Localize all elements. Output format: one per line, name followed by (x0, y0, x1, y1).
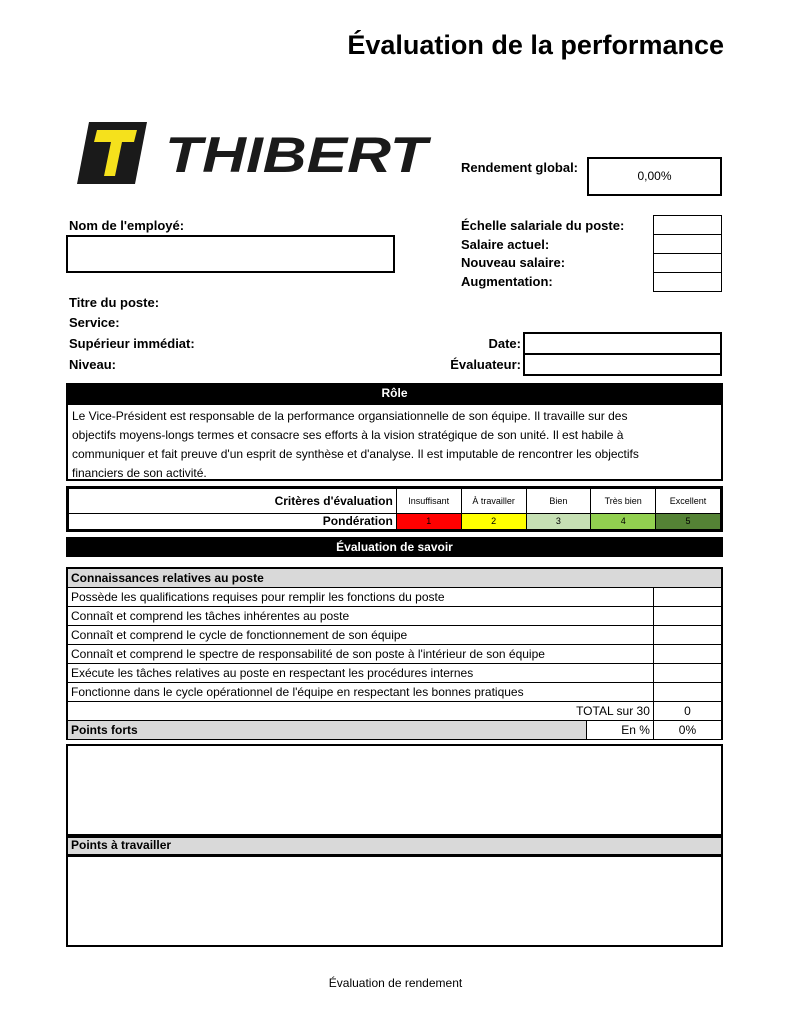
date-field[interactable] (523, 332, 722, 355)
total-label: TOTAL sur 30 (67, 702, 653, 721)
role-heading: Rôle (66, 383, 723, 403)
percent-label: En % (587, 721, 654, 740)
knowledge-item: Exécute les tâches relatives au poste en respectant les procédures internes (67, 664, 653, 683)
weight-cell: 3 (526, 513, 591, 529)
score-cell[interactable] (653, 645, 722, 664)
weight-cell: 5 (656, 513, 721, 529)
augmentation-field[interactable] (653, 272, 722, 292)
role-line: communiquer et fait preuve d'un esprit de synthèse et d'analyse. Il est imputable de rencontrer les objectifs (72, 447, 639, 461)
echelle-field[interactable] (653, 215, 722, 235)
augmentation-label: Augmentation: (461, 274, 553, 289)
table-row (67, 588, 722, 607)
knowledge-item: Connaît et comprend le spectre de responsabilité de son poste à l'intérieur de son équipe (67, 645, 653, 664)
knowledge-item: Connaît et comprend les tâches inhérentes au poste (67, 607, 653, 626)
criteria-level-name: Excellent (656, 489, 721, 514)
criteria-label: Critères d'évaluation (69, 489, 397, 514)
improve-textarea[interactable] (66, 855, 723, 947)
table-row (67, 626, 722, 645)
nouveau-salaire-label: Nouveau salaire: (461, 255, 566, 270)
score-cell[interactable] (653, 683, 722, 702)
criteria-level-name: Bien (526, 489, 591, 514)
rendement-label: Rendement global: (461, 160, 579, 175)
knowledge-item: Connaît et comprend le cycle de fonctionnement de son équipe (67, 626, 653, 645)
percent-value: 0% (653, 721, 722, 740)
page-footer: Évaluation de rendement (328, 976, 463, 990)
savoir-heading: Évaluation de savoir (66, 537, 723, 557)
score-cell[interactable] (653, 607, 722, 626)
date-label: Date: (488, 336, 521, 351)
knowledge-item: Fonctionne dans le cycle opérationnel de l'équipe en respectant les bonnes pratiques (67, 683, 653, 702)
company-logo (77, 120, 437, 186)
knowledge-section (66, 567, 723, 740)
weight-cell: 2 (461, 513, 526, 529)
titre-label: Titre du poste: (69, 295, 160, 310)
table-row (67, 683, 722, 702)
role-line: financiers de son activité. (72, 466, 207, 480)
criteria-table-wrapper (66, 486, 723, 532)
knowledge-item: Possède les qualifications requises pour remplir les fonctions du poste (67, 588, 653, 607)
role-description (66, 403, 723, 481)
knowledge-section-title: Connaissances relatives au poste (67, 568, 722, 588)
role-line: objectifs moyens-longs termes et consacre ses efforts à la vision stratégique de son unité. Il est habile à (72, 428, 624, 442)
nom-label: Nom de l'employé: (69, 218, 185, 233)
nouveau-salaire-field[interactable] (653, 253, 722, 273)
score-cell[interactable] (653, 626, 722, 645)
improve-label: Points à travailler (66, 836, 723, 855)
thibert-logo-icon (77, 120, 437, 186)
service-label: Service: (69, 315, 120, 330)
weight-cell: 1 (396, 513, 461, 529)
niveau-label: Niveau: (69, 357, 116, 372)
criteria-level-name: Très bien (591, 489, 656, 514)
criteria-level-name: Insuffisant (396, 489, 461, 514)
criteria-table (68, 488, 721, 530)
knowledge-table (66, 567, 723, 740)
rendement-value: 0,00% (587, 157, 722, 196)
role-line: Le Vice-Président est responsable de la performance organsiationnelle de son équipe. Il travaille sur des (72, 409, 628, 423)
table-row (67, 607, 722, 626)
strengths-textarea[interactable] (66, 744, 723, 836)
total-value: 0 (653, 702, 722, 721)
evaluateur-label: Évaluateur: (450, 357, 521, 372)
strengths-label: Points forts (67, 721, 587, 740)
page-title: Évaluation de la performance (347, 30, 724, 60)
criteria-level-name: À travailler (461, 489, 526, 514)
table-row (67, 664, 722, 683)
superieur-label: Supérieur immédiat: (69, 336, 195, 351)
echelle-label: Échelle salariale du poste: (461, 218, 625, 233)
table-row (67, 645, 722, 664)
weight-cell: 4 (591, 513, 656, 529)
score-cell[interactable] (653, 664, 722, 683)
weight-label: Pondération (69, 513, 397, 529)
salaire-actuel-label: Salaire actuel: (461, 237, 550, 252)
evaluateur-field[interactable] (523, 353, 722, 376)
score-cell[interactable] (653, 588, 722, 607)
salaire-actuel-field[interactable] (653, 234, 722, 254)
nom-field[interactable] (66, 235, 395, 273)
logo-wordmark: THIBERT (165, 127, 433, 183)
